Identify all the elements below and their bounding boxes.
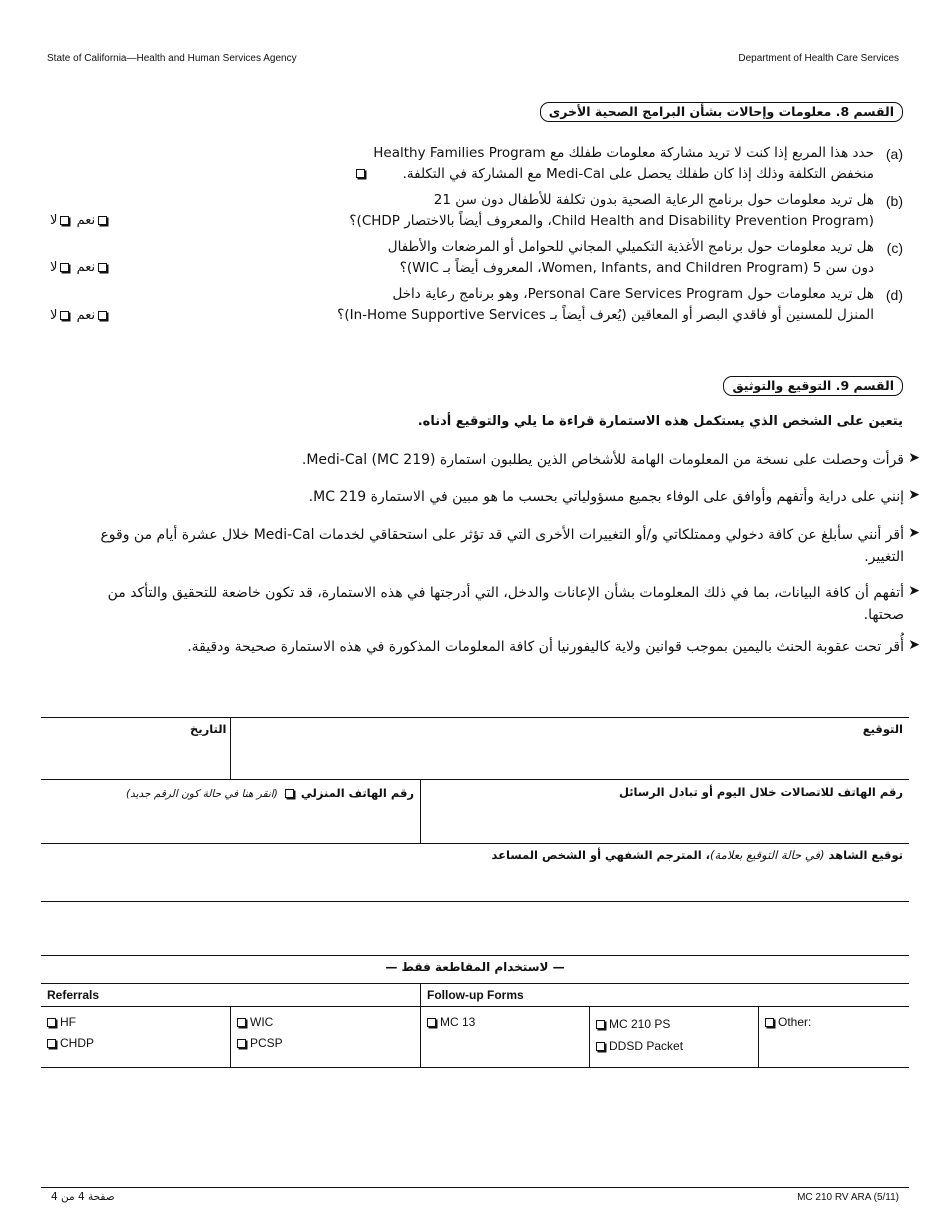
witness-rest: ، المترجم الشفهي أو الشخص المساعد bbox=[491, 848, 711, 862]
item-b-no-checkbox[interactable] bbox=[60, 216, 69, 225]
witness-label: توقيع الشاهد bbox=[828, 848, 903, 862]
other-label: Other: bbox=[778, 1015, 812, 1029]
mc13-label: MC 13 bbox=[440, 1015, 476, 1029]
item-c-yes-checkbox[interactable] bbox=[98, 263, 107, 272]
no-label: لا bbox=[50, 213, 58, 228]
county-use-title: — لاستخدام المقاطعة فقط — bbox=[385, 960, 565, 974]
yes-label: نعم bbox=[76, 308, 96, 323]
hf-label: HF bbox=[60, 1015, 76, 1029]
item-c-no-checkbox[interactable] bbox=[60, 263, 69, 272]
witness-note: (في حالة التوقيع بعلامة) bbox=[710, 848, 825, 862]
pcsp-checkbox[interactable] bbox=[237, 1039, 246, 1048]
home-phone-note: (انقر هنا في حالة كون الرقم جديد) bbox=[125, 788, 278, 800]
bullet-3: أقر أنني سأبلغ عن كافة دخولي وممتلكاتي و/أو التغييرات الأخرى التي قد تؤثر على استحقاقي لخدمات Medi-Cal خلال عشرة أيام من وقوع التغيير. bbox=[100, 527, 904, 565]
witness-signature-field[interactable] bbox=[45, 866, 902, 898]
ddsd-checkbox[interactable] bbox=[596, 1042, 605, 1051]
bullet-4: أتفهم أن كافة البيانات، بما في ذلك المعلومات بشأن الإعانات والدخل، التي أدرجتها في هذه الاستمارة، قد تكون خاضعة للتحقيق والتأكد من صحتها. bbox=[107, 585, 904, 623]
mc210ps-checkbox[interactable] bbox=[596, 1020, 605, 1029]
section8-title: القسم 8. معلومات وإحالات بشأن البرامج الصحية الأخرى bbox=[540, 102, 903, 122]
hf-checkbox[interactable] bbox=[47, 1018, 56, 1027]
bullet-arrow-icon: ➤ bbox=[908, 487, 920, 503]
bullet-arrow-icon: ➤ bbox=[908, 450, 920, 466]
other-checkbox[interactable] bbox=[765, 1018, 774, 1027]
home-phone-label-group bbox=[126, 786, 414, 800]
divider bbox=[420, 779, 421, 843]
referral-wic[interactable] bbox=[237, 1015, 273, 1029]
divider bbox=[230, 1006, 231, 1067]
item-b-yes-checkbox[interactable] bbox=[98, 216, 107, 225]
divider bbox=[41, 901, 909, 902]
item-c-yes-no bbox=[50, 260, 110, 275]
item-d-yes-no bbox=[50, 308, 110, 323]
chdp-label: CHDP bbox=[60, 1036, 95, 1050]
section9-intro: يتعين على الشخص الذي يستكمل هذه الاستمارة قراءة ما يلي والتوقيع أدناه. bbox=[417, 414, 903, 429]
no-label: لا bbox=[50, 308, 58, 323]
pcsp-label: PCSP bbox=[250, 1036, 283, 1050]
section9-title: القسم 9. التوقيع والتوثيق bbox=[723, 376, 903, 396]
item-d-label: (d) bbox=[885, 287, 903, 303]
referrals-header: Referrals bbox=[47, 988, 100, 1002]
item-a-label: (a) bbox=[885, 146, 903, 162]
item-a-line1: حدد هذا المربع إذا كنت لا تريد مشاركة معلومات طفلك مع Healthy Families Program bbox=[373, 145, 874, 161]
followup-mc13[interactable] bbox=[427, 1015, 475, 1029]
bullet-2: إنني على دراية وأتفهم وأوافق على الوفاء بجميع مسؤولياتي بحسب ما هو مبين في الاستمارة MC 219. bbox=[308, 489, 904, 505]
chdp-checkbox[interactable] bbox=[47, 1039, 56, 1048]
divider bbox=[41, 955, 909, 956]
footer-rule bbox=[41, 1187, 909, 1188]
daytime-phone-label: رقم الهاتف للاتصالات خلال اليوم أو تبادل الرسائل bbox=[618, 785, 903, 799]
bullet-arrow-icon: ➤ bbox=[908, 583, 920, 599]
yes-label: نعم bbox=[76, 213, 96, 228]
item-b-line1: هل تريد معلومات حول برنامج الرعاية الصحية بدون تكلفة للأطفال دون سن 21 bbox=[433, 192, 874, 208]
mc210ps-label: MC 210 PS bbox=[609, 1017, 671, 1031]
item-b-label: (b) bbox=[885, 193, 903, 209]
department-header: Department of Health Care Services bbox=[738, 53, 899, 64]
item-b-yes-no bbox=[50, 213, 110, 228]
bullet-arrow-icon: ➤ bbox=[908, 525, 920, 541]
home-phone-label: رقم الهاتف المنزلي bbox=[300, 786, 414, 800]
item-a-checkbox[interactable] bbox=[356, 169, 365, 178]
signature-field[interactable] bbox=[240, 740, 902, 776]
item-d-line1: هل تريد معلومات حول Personal Care Services Program، وهو برنامج رعاية داخل bbox=[392, 286, 874, 302]
date-field[interactable] bbox=[45, 740, 225, 776]
referral-hf[interactable] bbox=[47, 1015, 76, 1029]
agency-header: State of California—Health and Human Services Agency bbox=[47, 53, 297, 64]
wic-label: WIC bbox=[250, 1015, 274, 1029]
no-label: لا bbox=[50, 260, 58, 275]
referral-pcsp[interactable] bbox=[237, 1036, 283, 1050]
new-number-checkbox[interactable] bbox=[285, 789, 294, 798]
witness-label-group bbox=[492, 848, 903, 862]
followup-other[interactable] bbox=[765, 1015, 811, 1029]
bullet-1: قرأت وحصلت على نسخة من المعلومات الهامة للأشخاص الذين يطلبون استمارة Medi-Cal (MC 219). bbox=[301, 452, 904, 468]
divider bbox=[41, 1067, 909, 1068]
item-c-label: (c) bbox=[886, 240, 903, 256]
referral-chdp[interactable] bbox=[47, 1036, 94, 1050]
item-d-yes-checkbox[interactable] bbox=[98, 311, 107, 320]
item-c-line1: هل تريد معلومات حول برنامج الأغذية التكميلي المجاني للحوامل أو المرضعات والأطفال bbox=[387, 239, 874, 255]
item-a-line2: منخفض التكلفة وذلك إذا كان طفلك يحصل على Medi-Cal مع المشاركة في التكلفة. bbox=[402, 166, 874, 182]
divider bbox=[41, 1006, 909, 1007]
divider bbox=[41, 983, 909, 984]
item-d-no-checkbox[interactable] bbox=[60, 311, 69, 320]
followup-header: Follow-up Forms bbox=[427, 988, 524, 1002]
divider bbox=[758, 1006, 759, 1067]
divider bbox=[589, 1006, 590, 1067]
divider bbox=[41, 843, 909, 844]
page-number: صفحة 4 من 4 bbox=[51, 1191, 115, 1203]
item-c-line2: دون سن 5 (Women, Infants, and Children Program، المعروف أيضاً بـ WIC)؟ bbox=[399, 260, 874, 276]
bullet-5: أُقر تحت عقوبة الحنث باليمين بموجب قوانين ولاية كاليفورنيا أن كافة المعلومات المذكورة في هذه الاستمارة صحيحة ودقيقة. bbox=[187, 639, 904, 655]
date-label: التاريخ bbox=[190, 722, 227, 736]
followup-mc210ps[interactable] bbox=[596, 1017, 670, 1031]
followup-ddsd[interactable] bbox=[596, 1039, 683, 1053]
wic-checkbox[interactable] bbox=[237, 1018, 246, 1027]
form-id: MC 210 RV ARA (5/11) bbox=[797, 1192, 899, 1203]
item-d-line2: المنزل للمسنين أو فاقدي البصر أو المعاقين (يُعرف أيضاً بـ In-Home Supportive Services)؟ bbox=[337, 307, 874, 323]
divider bbox=[41, 717, 909, 718]
yes-label: نعم bbox=[76, 260, 96, 275]
divider bbox=[41, 779, 909, 780]
bullet-arrow-icon: ➤ bbox=[908, 637, 920, 653]
signature-label: التوقيع bbox=[862, 722, 903, 736]
item-b-line2: (Child Health and Disability Prevention Program، والمعروف أيضاً بالاختصار CHDP)؟ bbox=[349, 213, 874, 229]
divider bbox=[420, 983, 421, 1067]
daytime-phone-field[interactable] bbox=[428, 802, 902, 840]
ddsd-label: DDSD Packet bbox=[609, 1039, 684, 1053]
divider bbox=[230, 717, 231, 779]
mc13-checkbox[interactable] bbox=[427, 1018, 436, 1027]
home-phone-field[interactable] bbox=[45, 802, 415, 840]
